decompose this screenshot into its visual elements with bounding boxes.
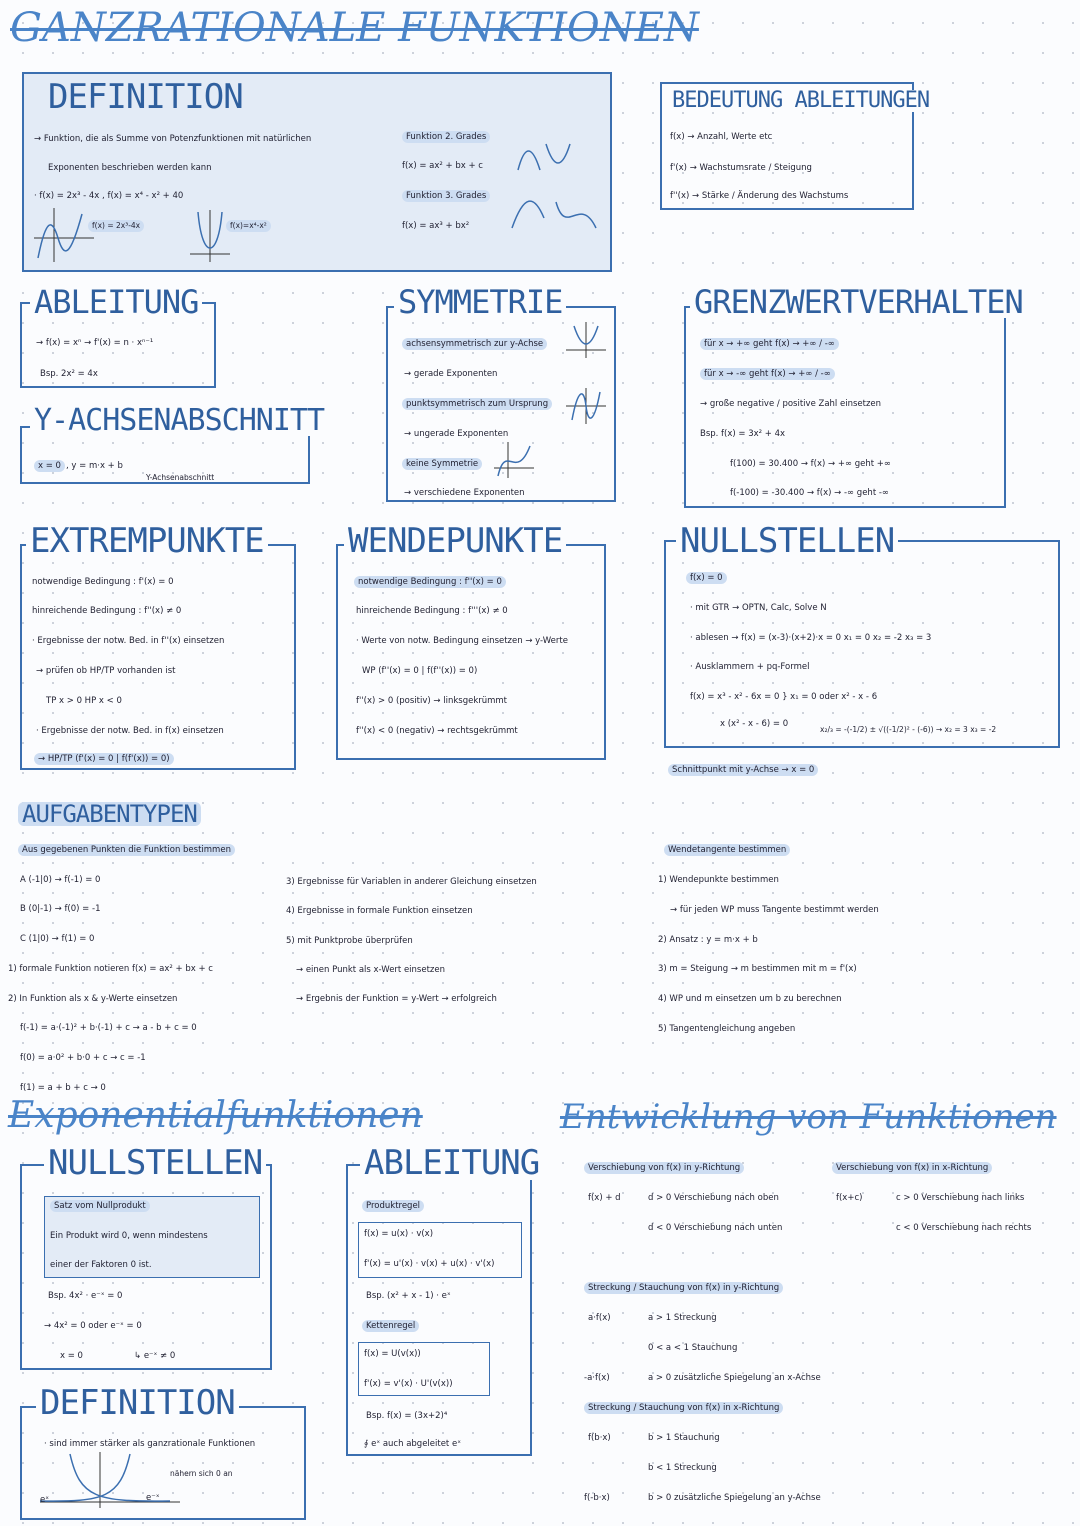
null-line-1: f(x) = 0 <box>686 572 727 584</box>
entw-s2: a·f(x) <box>588 1313 611 1323</box>
grenz-line-4: Bsp. f(x) = 3x² + 4x <box>700 429 786 439</box>
entw-s5: -a·f(x) <box>584 1373 610 1383</box>
grenz-line-3: → große negative / positive Zahl einsetzen <box>700 399 882 409</box>
abl-line-1: → f(x) = xⁿ → f'(x) = n · xⁿ⁻¹ <box>36 338 154 348</box>
extrem-heading: EXTREMPUNKTE <box>26 524 268 558</box>
auf-a5: 2) In Funktion als x & y-Werte einsetzen <box>8 994 178 1004</box>
bedeutung-heading: BEDEUTUNG ABLEITUNGEN <box>668 90 933 112</box>
expo-p4: Bsp. (x² + x - 1) · eˣ <box>366 1291 451 1301</box>
expo-p9: ∮ eˣ auch abgeleitet eˣ <box>364 1439 461 1449</box>
expo-title: Exponentialfunktionen <box>8 1095 423 1136</box>
entw-s10: b < 1 Streckung <box>648 1463 717 1473</box>
entw-e1: Verschiebung von f(x) in y-Richtung <box>584 1162 744 1174</box>
auf-a6: f(-1) = a·(-1)² + b·(-1) + c → a - b + c = 0 <box>20 1023 197 1033</box>
entw-s12: b > 0 zusätzliche Spiegelung an y-Achse <box>648 1493 821 1503</box>
wende-line-4: WP (f''(x) = 0 | f(f''(x)) = 0) <box>362 666 478 676</box>
grenz-line-6: f(-100) = -30.400 → f(x) → -∞ geht -∞ <box>730 488 890 498</box>
cubic-shapes-icon <box>510 198 600 232</box>
entw-e5: Verschiebung von f(x) in x-Richtung <box>832 1162 992 1174</box>
entw-title: Entwicklung von Funktionen <box>560 1097 1057 1137</box>
def-line-1: → Funktion, die als Summe von Potenzfunktionen mit natürlichen <box>34 134 312 144</box>
aufgaben-heading: AUFGABENTYPEN <box>18 802 201 826</box>
auf-b3: 5) mit Punktprobe überprüfen <box>286 936 413 946</box>
entw-e3: d > 0 Verschiebung nach oben <box>648 1193 779 1203</box>
graph-label-2: f(x)=x⁴-x² <box>226 220 271 232</box>
wende-line-1: notwendige Bedingung : f''(x) = 0 <box>354 576 506 588</box>
sym-line-4: → ungerade Exponenten <box>404 429 509 439</box>
yachse-label: Y-Achsenabschnitt <box>146 473 215 482</box>
null-line-7: x₂/₃ = -(-1/2) ± √((-1/2)² - (-6)) → x₂ = 3 x₃ = -2 <box>820 725 997 734</box>
entw-s9: b > 1 Stauchung <box>648 1433 720 1443</box>
entw-s6: a > 0 zusätzliche Spiegelung an x-Achse <box>648 1373 821 1383</box>
axis-symmetric-icon <box>566 322 606 358</box>
symmetrie-heading: SYMMETRIE <box>394 286 566 318</box>
null-card <box>664 540 1060 748</box>
def-line-3: · f(x) = 2x³ - 4x , f(x) = x⁴ - x² + 40 <box>34 191 184 201</box>
expo-p7: f'(x) = v'(x) · U'(v(x)) <box>364 1379 453 1389</box>
expo-n3: einer der Faktoren 0 ist. <box>50 1260 152 1270</box>
auf-b2: 4) Ergebnisse in formale Funktion einsetzen <box>286 906 473 916</box>
null-line-8: Schnittpunkt mit y-Achse → x = 0 <box>668 764 818 776</box>
wende-line-5: f''(x) > 0 (positiv) → linksgekrümmt <box>356 696 508 706</box>
definition-heading: DEFINITION <box>44 80 247 114</box>
expo-n6: x = 0 <box>60 1351 83 1361</box>
wende-line-2: hinreichende Bedingung : f'''(x) ≠ 0 <box>356 606 508 616</box>
null-line-4: · Ausklammern + pq-Formel <box>690 662 810 672</box>
yachse-formula: , y = m·x + b <box>66 461 123 471</box>
def-right-2: f(x) = ax² + bx + c <box>402 161 483 171</box>
sym-line-1: achsensymmetrisch zur y-Achse <box>402 338 547 350</box>
expo-p1: Produktregel <box>362 1200 424 1212</box>
auf-c4: 3) m = Steigung → m bestimmen mit m = f'(x) <box>658 964 857 974</box>
expo-null-heading: NULLSTELLEN <box>44 1146 266 1180</box>
entw-e4: d < 0 Verschiebung nach unten <box>648 1223 783 1233</box>
expo-n4: Bsp. 4x² · e⁻ˣ = 0 <box>48 1291 123 1301</box>
parabola-icons <box>516 142 572 172</box>
grenz-line-2: für x → -∞ geht f(x) → +∞ / -∞ <box>700 368 835 380</box>
ableitung-heading: ABLEITUNG <box>30 286 202 318</box>
entw-e6: f(x+c) <box>836 1193 863 1203</box>
null-line-5: f(x) = x³ - x² - 6x = 0 } x₁ = 0 oder x² - x - 6 <box>690 692 878 702</box>
ext-line-1: notwendige Bedingung : f'(x) = 0 <box>32 577 174 587</box>
expo-p2: f(x) = u(x) · v(x) <box>364 1229 434 1239</box>
def-right-4: f(x) = ax³ + bx² <box>402 221 470 231</box>
auf-a1: A (-1|0) → f(-1) = 0 <box>20 875 101 885</box>
sym-line-5: keine Symmetrie <box>402 458 482 470</box>
expo-d2: nähern sich 0 an <box>170 1469 233 1478</box>
entw-e7: c > 0 Verschiebung nach links <box>896 1193 1025 1203</box>
expo-n7: ↳ e⁻ˣ ≠ 0 <box>134 1351 176 1361</box>
null-line-2: · mit GTR → OPTN, Calc, Solve N <box>690 603 827 613</box>
abl-line-2: Bsp. 2x² = 4x <box>40 369 98 379</box>
sym-line-3: punktsymmetrisch zum Ursprung <box>402 398 552 410</box>
auf-a7: f(0) = a·0² + b·0 + c → c = -1 <box>20 1053 146 1063</box>
ext-line-3: · Ergebnisse der notw. Bed. in f''(x) einsetzen <box>32 636 225 646</box>
wende-line-6: f''(x) < 0 (negativ) → rechtsgekrümmt <box>356 726 518 736</box>
def-line-2: Exponenten beschrieben werden kann <box>48 163 212 173</box>
def-right-1: Funktion 2. Grades <box>402 131 490 143</box>
entw-e8: c < 0 Verschiebung nach rechts <box>896 1223 1032 1233</box>
auf-a2: B (0|-1) → f(0) = -1 <box>20 904 101 914</box>
auf-c2: → für jeden WP muss Tangente bestimmt werden <box>670 905 879 915</box>
auf-b5: → Ergebnis der Funktion = y-Wert → erfolgreich <box>296 994 497 1004</box>
ext-line-7: → HP/TP (f'(x) = 0 | f(f'(x)) = 0) <box>34 753 174 765</box>
expo-n1: Satz vom Nullprodukt <box>50 1200 150 1212</box>
expo-d3: eˣ <box>40 1495 50 1505</box>
bed-line-3: f''(x) → Stärke / Änderung des Wachstums <box>670 191 849 201</box>
quartic-graph-icon <box>190 210 230 262</box>
auf-a8: f(1) = a + b + c → 0 <box>20 1083 106 1093</box>
expo-p5: Kettenregel <box>362 1320 419 1332</box>
auf-c5: 4) WP und m einsetzen um b zu berechnen <box>658 994 842 1004</box>
expo-n2: Ein Produkt wird 0, wenn mindestens <box>50 1231 208 1241</box>
expo-def-heading: DEFINITION <box>36 1386 239 1420</box>
entw-s3: a > 1 Streckung <box>648 1313 717 1323</box>
entw-s8: f(b·x) <box>588 1433 611 1443</box>
auf-c0: Wendetangente bestimmen <box>664 844 790 856</box>
entw-e2: f(x) + d <box>588 1193 621 1203</box>
point-symmetric-icon <box>566 388 606 424</box>
expo-abl-heading: ABLEITUNG <box>360 1146 543 1180</box>
auf-a3: C (1|0) → f(1) = 0 <box>20 934 95 944</box>
cubic-graph-icon <box>34 208 94 262</box>
bed-line-1: f(x) → Anzahl, Werte etc <box>670 132 773 142</box>
auf-c6: 5) Tangentengleichung angeben <box>658 1024 796 1034</box>
auf-c1: 1) Wendepunkte bestimmen <box>658 875 779 885</box>
sym-line-6: → verschiedene Exponenten <box>404 488 525 498</box>
auf-b1: 3) Ergebnisse für Variablen in anderer Gleichung einsetzen <box>286 877 537 887</box>
entw-s4: 0 < a < 1 Stauchung <box>648 1343 738 1353</box>
expo-d4: e⁻ˣ <box>146 1493 160 1503</box>
wende-heading: WENDEPUNKTE <box>344 524 566 558</box>
grenz-heading: GRENZWERTVERHALTEN <box>690 286 1027 318</box>
graph-label-1: f(x) = 2x³-4x <box>88 220 144 232</box>
auf-a4: 1) formale Funktion notieren f(x) = ax² + bx + c <box>8 964 213 974</box>
null-heading: NULLSTELLEN <box>676 524 898 558</box>
ext-line-4: → prüfen ob HP/TP vorhanden ist <box>36 666 176 676</box>
null-line-3: · ablesen → f(x) = (x-3)·(x+2)·x = 0 x₁ = 0 x₂ = -2 x₃ = 3 <box>690 633 932 643</box>
def-right-3: Funktion 3. Grades <box>402 190 490 202</box>
expo-d1: · sind immer stärker als ganzrationale Funktionen <box>44 1439 256 1449</box>
auf-c3: 2) Ansatz : y = m·x + b <box>658 935 758 945</box>
entw-s1: Streckung / Stauchung von f(x) in y-Richtung <box>584 1282 783 1294</box>
ext-line-5: TP x > 0 HP x < 0 <box>46 696 122 706</box>
auf-b4: → einen Punkt als x-Wert einsetzen <box>296 965 445 975</box>
entw-s7: Streckung / Stauchung von f(x) in x-Richtung <box>584 1402 783 1414</box>
yachse-x0: x = 0 <box>34 460 65 472</box>
entw-s11: f(-b·x) <box>584 1493 610 1503</box>
ext-line-2: hinreichende Bedingung : f''(x) ≠ 0 <box>32 606 182 616</box>
main-title: GANZRATIONALE FUNKTIONEN <box>10 5 699 51</box>
auf-a0: Aus gegebenen Punkten die Funktion bestimmen <box>18 844 235 856</box>
sym-line-2: → gerade Exponenten <box>404 369 498 379</box>
bed-line-2: f'(x) → Wachstumsrate / Steigung <box>670 163 812 173</box>
grenz-line-5: f(100) = 30.400 → f(x) → +∞ geht +∞ <box>730 459 891 469</box>
grenz-line-1: für x → +∞ geht f(x) → +∞ / -∞ <box>700 338 839 350</box>
expo-p6: f(x) = U(v(x)) <box>364 1349 421 1359</box>
expo-p8: Bsp. f(x) = (3x+2)⁴ <box>366 1411 448 1421</box>
ext-line-6: · Ergebnisse der notw. Bed. in f(x) einsetzen <box>36 726 224 736</box>
yachse-heading: Y-ACHSENABSCHNITT <box>30 406 328 436</box>
no-symmetry-icon <box>494 442 534 478</box>
null-line-6: x (x² - x - 6) = 0 <box>720 719 789 729</box>
wende-line-3: · Werte von notw. Bedingung einsetzen → y-Werte <box>356 636 568 646</box>
expo-p3: f'(x) = u'(x) · v(x) + u(x) · v'(x) <box>364 1259 495 1269</box>
expo-n5: → 4x² = 0 oder e⁻ˣ = 0 <box>44 1321 142 1331</box>
